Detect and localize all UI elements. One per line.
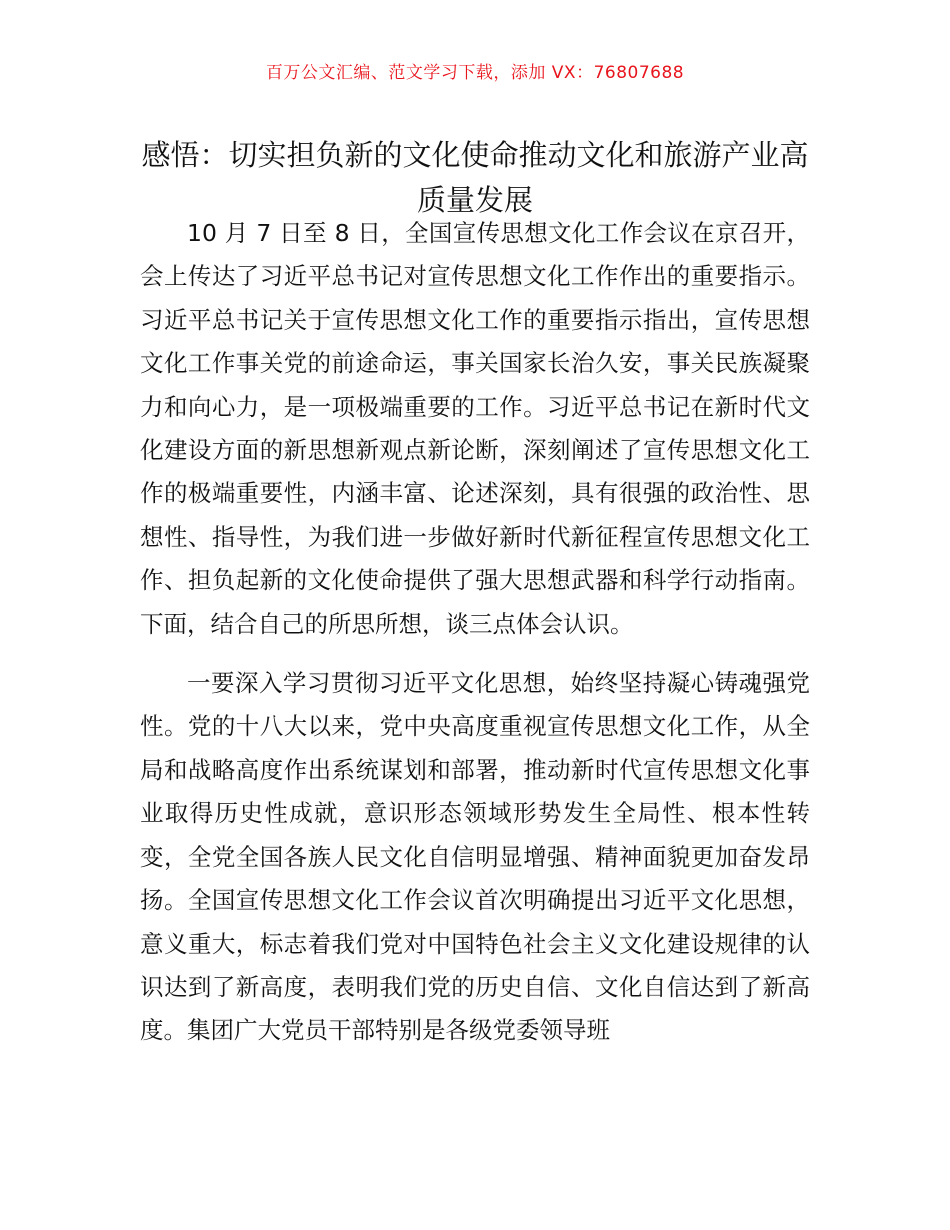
paragraph-2: 一要深入学习贯彻习近平文化思想，始终坚持凝心铸魂强党性。党的十八大以来，党中央高度重视宣传思想文化工作，从全局和战略高度作出系统谋划和部署，推动新时代宣传思想文化事业取得历史性成就，意识形态领域形势发生全局性、根本性转变，全党全国各族人民文化自信明显增强、精神面貌更加奋发昂扬。全国宣传思想文化工作会议首次明确提出习近平文化思想，意义重大，标志着我们党对中国特色社会主义文化建设规律的认识达到了新高度，表明我们党的历史自信、文化自信达到了新高度。集团广大党员干部特别是各级党委领导班	[140, 669, 810, 1045]
document-title: 感悟：切实担负新的文化使命推动文化和旅游产业高质量发展	[141, 138, 809, 218]
header-banner: 百万公文汇编、范文学习下载，添加 VX：76807688	[265, 63, 685, 83]
paragraph-1: 10 月 7 日至 8 日，全国宣传思想文化工作会议在京召开，会上传达了习近平总书记对宣传思想文化工作作出的重要指示。习近平总书记关于宣传思想文化工作的重要指示指出，宣传思想文化工作事关党的前途命运，事关国家长治久安，事关民族凝聚力和向心力，是一项极端重要的工作。习近平总书记在新时代文化建设方面的新思想新观点新论断，深刻阐述了宣传思想文化工作的极端重要性，内涵丰富、论述深刻，具有很强的政治性、思想性、指导性，为我们进一步做好新时代新征程宣传思想文化工作、担负起新的文化使命提供了强大思想武器和科学行动指南。下面，结合自己的所思所想，谈三点体会认识。	[140, 219, 810, 638]
document-body	[140, 212, 810, 1069]
